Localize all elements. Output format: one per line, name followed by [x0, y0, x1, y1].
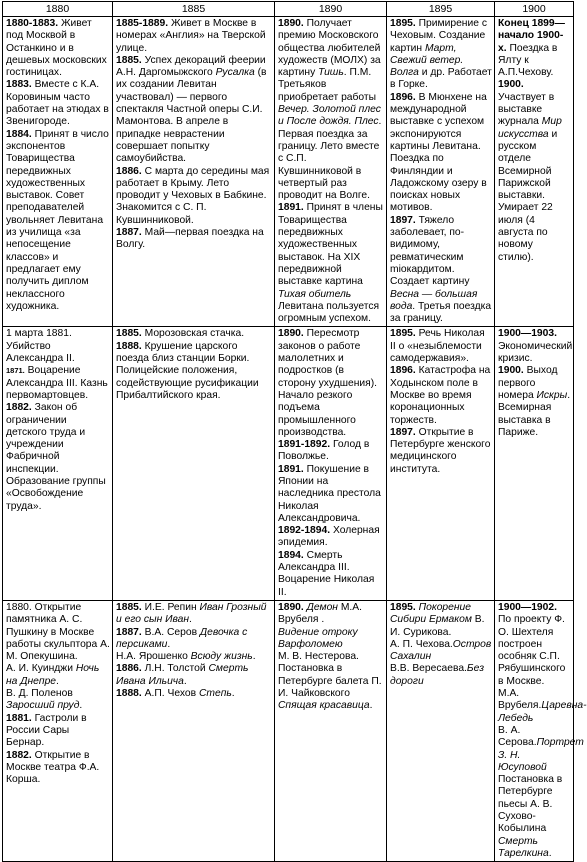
timeline-entry	[278, 464, 384, 525]
entry-year: 1885.	[116, 601, 142, 613]
entry-text: Покушение в Японии на наследника престола Николая Александровича.	[278, 463, 381, 524]
cell-culture-1900	[495, 600, 587, 861]
timeline-entry	[278, 663, 384, 712]
timeline-entry	[278, 18, 384, 202]
entry-text: Экономический кризис.	[498, 340, 573, 365]
entry-year: 1892-1894.	[278, 525, 331, 537]
entry-year: 1894.	[278, 549, 304, 561]
timeline-entry	[6, 129, 110, 313]
entry-text: . Всемирная выставка в Париже.	[498, 389, 571, 438]
entry-year: 1888.	[116, 340, 142, 352]
entry-text: .	[167, 638, 171, 650]
entry-title: Весна — большая вода	[390, 288, 478, 312]
entry-title: Март, Свежий ветер. Волга	[390, 42, 464, 79]
entry-title: Тихая обитель	[278, 288, 352, 300]
header-1890: 1890	[275, 2, 387, 17]
entry-title: Видение отроку Варфоломею	[278, 626, 358, 650]
timeline-entry	[6, 663, 110, 688]
timeline-entry	[278, 328, 384, 439]
cell-history-1895	[387, 327, 495, 601]
timeline-entry	[116, 651, 272, 663]
timeline-entry	[116, 55, 272, 166]
entry-text: Пересмотр законов о работе малолетних и подростков (в сторону ухудшения). Начало резкого подъема промышленного производства.	[278, 328, 378, 438]
entry-text: Принят в число экспонентов Товарищества передвижных художественных выставок. Совет преподавателей увольняет Левитана из училища «за непосещение классов» и предлагает ему получить диплом неклассного художника.	[6, 128, 109, 312]
entry-text: По проекту Ф. О. Шехтеля построен особняк С.П. Рябушинского в Москве.	[498, 614, 566, 687]
entry-text: . Третья поездка за границу.	[390, 300, 492, 325]
entry-title: Девочка с персиками	[116, 626, 248, 650]
entry-text: .	[183, 675, 187, 687]
timeline-entry	[390, 639, 492, 664]
timeline-entry	[116, 166, 272, 227]
timeline-entry	[6, 602, 110, 663]
cell-culture-1895	[387, 600, 495, 861]
timeline-entry	[498, 688, 587, 725]
entry-title: Портрет З. Н. Юсуповой	[498, 737, 584, 773]
entry-title: Заросший пруд	[6, 700, 80, 712]
entry-year: 1890.	[278, 328, 304, 340]
timeline-entry	[278, 651, 384, 663]
timeline-entry	[390, 602, 492, 639]
entry-year: 1896.	[390, 365, 416, 377]
timeline-entry	[6, 688, 110, 713]
entry-year: 1888.	[116, 688, 142, 700]
timeline-entry	[116, 627, 272, 652]
entry-text: Голод в Поволжье.	[278, 439, 370, 463]
entry-text: Открытие в Петербурге женского медицинского института.	[390, 426, 491, 475]
timeline-entry	[6, 402, 110, 513]
entry-year: 1895.	[390, 328, 416, 340]
entry-title: Покорение Сибири Ермаком	[390, 601, 472, 626]
entry-text: .	[252, 651, 256, 663]
entry-text: Л.Н. Толстой	[141, 663, 209, 675]
timeline-entry	[390, 18, 492, 92]
entry-text: Постановка в Петербурге балета П. И. Чайковского	[278, 663, 382, 700]
entry-text: И.Е. Репин	[141, 601, 200, 613]
entry-text: Крушение царского поезда близ станции Борки. Полицейские положения, содействующие русификации Прибалтийского края.	[116, 340, 259, 401]
timeline-entry	[278, 550, 384, 599]
cell-culture-1880	[3, 600, 113, 861]
entry-text: (в их создании Левитан участвовал) — первого спектакля Частной оперы С.И. Мамонтова. В апреле в припадке неврастении совершает попытку самоубийства.	[116, 67, 267, 165]
timeline-entry	[116, 328, 272, 340]
cell-biography-1895	[387, 17, 495, 327]
entry-title: Царевна-Лебедь	[498, 700, 587, 724]
entry-text: Вместе с К.А. Коровиным часто работает на этюдах в Звенигороде.	[6, 79, 109, 128]
entry-text: Катастрофа на Ходынском поле в Москве во время коронационных торжеств.	[390, 365, 491, 426]
timeline-entry	[498, 724, 584, 774]
entry-text: .	[189, 614, 192, 626]
entry-text: Поездка в Ялту к А.П.Чехову.	[498, 42, 558, 79]
entry-title: Всюду жизнь	[190, 651, 253, 663]
entry-text: В. Д. Поленов	[6, 688, 73, 700]
entry-text: А. И. Куинджи	[6, 663, 76, 675]
entry-text: . П.М. Третьяков приобретает работы	[278, 67, 377, 103]
entry-text: В. И. Сурикова.	[390, 614, 485, 638]
biography-row	[3, 17, 574, 327]
timeline-entry	[278, 627, 384, 652]
header-row	[3, 2, 574, 17]
entry-text: Тяжело заболевает, по-видимому, ревматическим miокардитом. Создает картину	[390, 214, 470, 288]
entry-title: Степь	[198, 688, 232, 700]
cell-biography-1885	[113, 17, 275, 327]
entry-text: Гастроли в России Сары Бернар.	[6, 712, 87, 749]
header-1880: 1880	[3, 2, 113, 17]
entry-text: и др. Работает в Горке.	[390, 67, 492, 91]
entry-text: В.В. Вересаева.	[390, 663, 467, 675]
entry-year: 1887.	[116, 626, 142, 638]
history-row	[3, 327, 574, 601]
timeline-entry	[498, 328, 571, 365]
entry-year: 1891-1892.	[278, 439, 331, 451]
entry-year: Конец 1899— начало 1900-х.	[498, 18, 565, 54]
entry-text: Май—первая поездка на Волгу.	[116, 227, 264, 251]
entry-title: Без дороги	[390, 663, 485, 687]
entry-text: Участвует в выставке журнала	[498, 91, 555, 128]
timeline-entry	[6, 79, 110, 128]
timeline-entry	[498, 602, 571, 688]
entry-year: 1886.	[116, 663, 142, 675]
entry-title: Вечер. Золотой плес и После дождя. Плес	[278, 104, 381, 128]
cell-history-1900	[495, 327, 574, 601]
entry-title: Спящая красавица	[278, 700, 370, 712]
entry-title: Мир искусства	[498, 116, 562, 140]
entry-year: 1895.	[390, 601, 416, 613]
entry-text: Принят в члены Товарищества передвижных художественных выставок. На XIX передвижной выставке картина	[278, 202, 383, 288]
entry-year: 1891.	[278, 463, 304, 475]
entry-year: 1886.	[116, 165, 142, 177]
entry-text: М. В. Нестерова.	[278, 651, 359, 663]
timeline-entry	[390, 328, 492, 365]
timeline-entry	[498, 365, 571, 439]
entry-text: Закон об ограничении детского труда и учреждении Фабричной инспекции. Образование группы «Освобождение труда».	[6, 402, 106, 512]
timeline-entry	[116, 341, 272, 402]
entry-text: Успех декораций феерии А.Н. Даргомыжского	[116, 54, 266, 79]
entry-text: Н.А. Ярошенко	[116, 651, 191, 663]
timeline-entry	[278, 602, 384, 627]
entry-year: 1900.	[498, 79, 524, 91]
entry-year: 1882.	[6, 749, 32, 761]
entry-text: М.А. Врубеля.	[498, 688, 542, 712]
entry-text: А.П. Чехов	[141, 688, 199, 700]
entry-text: Живет в Москве в номерах «Англия» на Тверской улице.	[116, 18, 266, 54]
entry-title: Ночь на Днепре	[6, 663, 100, 687]
culture-row	[3, 600, 574, 861]
entry-year: 1871.	[6, 366, 25, 376]
timeline-entry	[278, 439, 384, 464]
entry-text: А. П. Чехова.	[390, 638, 453, 650]
cell-history-1880	[3, 327, 113, 601]
entry-text: 1 марта 1881. Убийство Александра II.	[6, 328, 75, 365]
timeline-entry	[498, 18, 571, 79]
timeline-entry	[6, 365, 110, 402]
cell-history-1890	[275, 327, 387, 601]
entry-text: Смерть Александра III. Воцарение Николая II.	[278, 549, 375, 598]
entry-text: .	[548, 847, 552, 859]
cell-history-1885	[113, 327, 275, 601]
entry-year: 1880-1883.	[6, 18, 59, 29]
header-1900: 1900	[495, 2, 574, 17]
entry-title: Искры	[536, 389, 568, 401]
entry-text: 1880. Открытие памятника А. С. Пушкину в Москве работы скульптора А. М. Опекушина.	[6, 601, 110, 663]
timeline-entry	[116, 18, 272, 55]
timeline-entry	[278, 525, 384, 550]
entry-text: Воцарение Александра III. Казнь первомартовцев.	[6, 365, 108, 401]
entry-title: Русалка	[215, 67, 255, 79]
timeline-entry	[116, 663, 272, 688]
timeline-entry	[6, 750, 110, 787]
entry-title: Демон	[306, 601, 338, 613]
timeline-entry	[6, 18, 110, 79]
entry-text: Открытие в Москве театра Ф.А. Корша.	[6, 749, 100, 786]
header-1895: 1895	[387, 2, 495, 17]
entry-text: Получает премию Московского общества любителей художеств (МОЛХ) за картину	[278, 18, 381, 79]
entry-text: Примирение с Чеховым. Создание картин	[390, 18, 487, 54]
entry-title: Остров Сахалин	[390, 638, 492, 663]
timeline-entry	[116, 602, 272, 627]
timeline-entry	[6, 713, 110, 750]
entry-year: 1897.	[390, 426, 416, 438]
entry-text: .	[369, 700, 373, 712]
header-1885: 1885	[113, 2, 275, 17]
entry-text: Речь Николая II о «незыблемости самодержавия».	[390, 328, 485, 365]
timeline-entry	[498, 79, 571, 263]
entry-text: и русском отделе Всемирной Парижской выставки. Умирает 22 июля (4 августа по новому стилю).	[498, 128, 558, 263]
entry-year: 1885-1889.	[116, 18, 169, 29]
entry-text: . Первая поездка за границу. Лето вместе с С.П. Кувшинниковой в четвертый раз проводит на Волге.	[278, 116, 382, 202]
entry-text: Морозовская стачка.	[141, 328, 245, 340]
entry-text: В.А. Серов	[141, 626, 200, 638]
cell-biography-1900	[495, 17, 574, 327]
cell-biography-1880	[3, 17, 113, 327]
entry-year: 1890.	[278, 18, 304, 29]
timeline-entry	[390, 427, 492, 476]
timeline-entry	[278, 202, 384, 325]
entry-text: М.А. Врубеля .	[278, 601, 363, 626]
entry-year: 1890.	[278, 601, 304, 613]
entry-text: Левитана пользуется огромным успехом.	[278, 300, 380, 325]
entry-year: 1896.	[390, 91, 416, 103]
entry-text: Постановка в Петербурге пьесы А. В. Сухово-Кобылина	[498, 774, 563, 835]
timeline-entry	[390, 215, 492, 326]
entry-year: 1900.	[498, 365, 524, 377]
entry-year: 1882.	[6, 402, 32, 414]
timeline-entry	[116, 688, 272, 700]
timeline-table	[2, 1, 587, 862]
entry-year: 1884.	[6, 128, 32, 140]
timeline-entry	[6, 328, 110, 365]
timeline-entry	[116, 227, 272, 252]
cell-culture-1885	[113, 600, 275, 861]
entry-text: Живет под Москвой в Останкино и в дешевых московских гостиницах.	[6, 18, 107, 79]
entry-year: 1897.	[390, 214, 416, 226]
entry-year: 1887.	[116, 227, 142, 239]
entry-year: 1900—1903.	[498, 328, 557, 340]
timeline-entry	[390, 365, 492, 426]
entry-text: .	[79, 700, 83, 712]
entry-text: .	[56, 675, 59, 687]
entry-year: 1895.	[390, 18, 416, 29]
timeline-entry	[390, 92, 492, 215]
entry-text: Выход первого номера	[498, 365, 558, 401]
cell-biography-1890	[275, 17, 387, 327]
entry-title: Иван Грозный и его сын Иван	[116, 601, 267, 626]
entry-year: 1881.	[6, 712, 32, 724]
entry-text: С марта до середины мая работает в Крыму. Лето проводит у Чеховых в Бабкине. Знакомится с С. П. Кувшинниковой.	[116, 165, 270, 226]
timeline-entry	[498, 774, 571, 860]
entry-year: 1885.	[116, 54, 142, 66]
entry-title: Смерть Ивана Ильича	[116, 663, 249, 687]
entry-year: 1900—1902.	[498, 601, 557, 613]
entry-year: 1885.	[116, 328, 142, 340]
entry-year: 1883.	[6, 79, 32, 91]
timeline-entry	[390, 663, 492, 688]
cell-culture-1890	[275, 600, 387, 861]
entry-text: .	[231, 688, 235, 700]
entry-text: В. А. Серова.	[498, 724, 537, 749]
entry-title: Смерть Тарелкина	[498, 835, 549, 859]
entry-title: Тишь	[318, 67, 344, 79]
entry-text: Холерная эпидемия.	[278, 525, 380, 549]
entry-text: В Мюнхене на международной выставке с успехом экспонируются картины Левитана. Поездка по Финляндии и Ладожскому озеру в поисках новых мотивов.	[390, 91, 487, 214]
entry-year: 1891.	[278, 202, 304, 214]
